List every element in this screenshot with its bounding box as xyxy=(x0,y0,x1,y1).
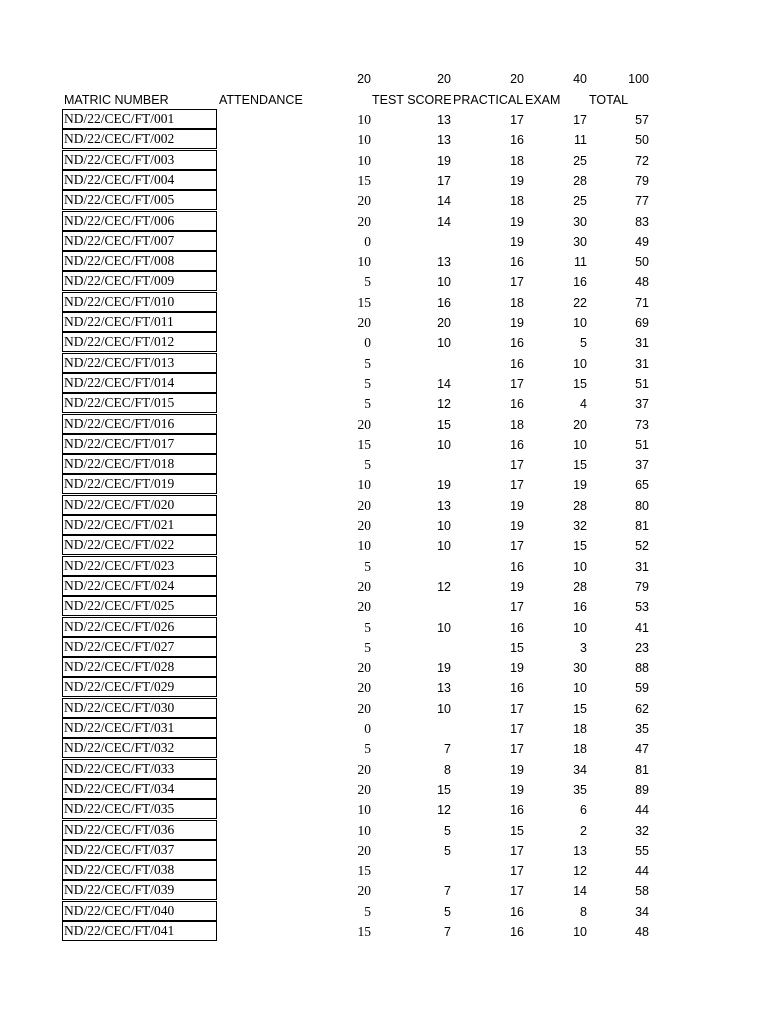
total-cell: 32 xyxy=(635,824,649,838)
header-attendance: ATTENDANCE xyxy=(219,93,303,107)
total-cell: 81 xyxy=(635,763,649,777)
max-practical: 20 xyxy=(510,72,524,86)
matric-number-cell: ND/22/CEC/FT/021 xyxy=(62,515,217,535)
practical-cell: 19 xyxy=(510,783,524,797)
total-cell: 41 xyxy=(635,621,649,635)
attendance-cell: 0 xyxy=(364,721,371,736)
test-score-cell: 5 xyxy=(444,844,451,858)
test-score-cell: 10 xyxy=(437,275,451,289)
exam-cell: 18 xyxy=(573,742,587,756)
total-cell: 80 xyxy=(635,499,649,513)
practical-cell: 16 xyxy=(510,621,524,635)
total-cell: 88 xyxy=(635,661,649,675)
practical-cell: 17 xyxy=(510,377,524,391)
total-cell: 23 xyxy=(635,641,649,655)
total-cell: 77 xyxy=(635,194,649,208)
test-score-cell: 10 xyxy=(437,336,451,350)
practical-cell: 16 xyxy=(510,681,524,695)
exam-cell: 30 xyxy=(573,235,587,249)
matric-number-cell: ND/22/CEC/FT/028 xyxy=(62,657,217,677)
total-cell: 79 xyxy=(635,580,649,594)
exam-cell: 15 xyxy=(573,702,587,716)
practical-cell: 18 xyxy=(510,154,524,168)
exam-cell: 4 xyxy=(580,397,587,411)
exam-cell: 2 xyxy=(580,824,587,838)
test-score-cell xyxy=(410,638,451,658)
matric-number-cell: ND/22/CEC/FT/003 xyxy=(62,150,217,170)
max-test: 20 xyxy=(437,72,451,86)
practical-cell: 18 xyxy=(510,296,524,310)
total-cell: 50 xyxy=(635,133,649,147)
test-score-cell: 10 xyxy=(437,621,451,635)
practical-cell: 17 xyxy=(510,742,524,756)
test-score-cell: 5 xyxy=(444,824,451,838)
practical-cell: 17 xyxy=(510,275,524,289)
test-score-cell xyxy=(410,354,451,374)
test-score-cell: 14 xyxy=(437,377,451,391)
test-score-cell: 10 xyxy=(437,438,451,452)
total-cell: 58 xyxy=(635,884,649,898)
exam-cell: 15 xyxy=(573,377,587,391)
matric-number-cell: ND/22/CEC/FT/039 xyxy=(62,880,217,900)
attendance-cell: 20 xyxy=(357,315,371,330)
matric-number-cell: ND/22/CEC/FT/022 xyxy=(62,535,217,555)
total-cell: 55 xyxy=(635,844,649,858)
matric-number-cell: ND/22/CEC/FT/006 xyxy=(62,211,217,231)
practical-cell: 19 xyxy=(510,519,524,533)
attendance-cell: 20 xyxy=(357,417,371,432)
attendance-cell: 20 xyxy=(357,680,371,695)
practical-cell: 19 xyxy=(510,215,524,229)
total-cell: 48 xyxy=(635,925,649,939)
attendance-cell: 5 xyxy=(364,457,371,472)
attendance-cell: 10 xyxy=(357,254,371,269)
exam-cell: 14 xyxy=(573,884,587,898)
practical-cell: 16 xyxy=(510,133,524,147)
matric-number-cell: ND/22/CEC/FT/015 xyxy=(62,393,217,413)
total-cell: 49 xyxy=(635,235,649,249)
exam-cell: 10 xyxy=(573,925,587,939)
total-cell: 72 xyxy=(635,154,649,168)
practical-cell: 16 xyxy=(510,255,524,269)
exam-cell: 10 xyxy=(573,621,587,635)
matric-number-cell: ND/22/CEC/FT/017 xyxy=(62,434,217,454)
matric-number-cell: ND/22/CEC/FT/027 xyxy=(62,637,217,657)
test-score-cell xyxy=(410,597,451,617)
matric-number-cell: ND/22/CEC/FT/007 xyxy=(62,231,217,251)
matric-number-cell: ND/22/CEC/FT/024 xyxy=(62,576,217,596)
total-cell: 59 xyxy=(635,681,649,695)
matric-number-cell: ND/22/CEC/FT/020 xyxy=(62,495,217,515)
attendance-cell: 10 xyxy=(357,153,371,168)
total-cell: 51 xyxy=(635,377,649,391)
exam-cell: 11 xyxy=(574,133,587,147)
matric-number-cell: ND/22/CEC/FT/032 xyxy=(62,738,217,758)
test-score-cell: 8 xyxy=(444,763,451,777)
test-score-cell: 7 xyxy=(444,884,451,898)
attendance-cell: 5 xyxy=(364,904,371,919)
practical-cell: 17 xyxy=(510,113,524,127)
attendance-cell: 20 xyxy=(357,599,371,614)
matric-number-cell: ND/22/CEC/FT/025 xyxy=(62,596,217,616)
matric-number-cell: ND/22/CEC/FT/001 xyxy=(62,109,217,129)
attendance-cell: 15 xyxy=(357,173,371,188)
practical-cell: 16 xyxy=(510,803,524,817)
attendance-cell: 15 xyxy=(357,437,371,452)
attendance-cell: 10 xyxy=(357,132,371,147)
test-score-cell: 16 xyxy=(437,296,451,310)
matric-number-cell: ND/22/CEC/FT/038 xyxy=(62,860,217,880)
test-score-cell: 13 xyxy=(437,113,451,127)
attendance-cell: 20 xyxy=(357,883,371,898)
practical-cell: 17 xyxy=(510,702,524,716)
total-cell: 69 xyxy=(635,316,649,330)
practical-cell: 17 xyxy=(510,844,524,858)
practical-cell: 15 xyxy=(510,641,524,655)
test-score-cell: 12 xyxy=(437,803,451,817)
total-cell: 83 xyxy=(635,215,649,229)
matric-number-cell: ND/22/CEC/FT/011 xyxy=(62,312,217,332)
exam-cell: 28 xyxy=(573,580,587,594)
total-cell: 31 xyxy=(635,357,649,371)
exam-cell: 10 xyxy=(573,681,587,695)
matric-number-cell: ND/22/CEC/FT/016 xyxy=(62,414,217,434)
exam-cell: 12 xyxy=(573,864,587,878)
test-score-cell: 12 xyxy=(437,397,451,411)
practical-cell: 19 xyxy=(510,174,524,188)
test-score-cell: 14 xyxy=(437,194,451,208)
total-cell: 34 xyxy=(635,905,649,919)
header-exam: EXAM xyxy=(525,93,561,107)
exam-cell: 28 xyxy=(573,174,587,188)
header-test-score: TEST SCORE xyxy=(372,93,452,107)
attendance-cell: 20 xyxy=(357,579,371,594)
total-cell: 31 xyxy=(635,560,649,574)
attendance-cell: 5 xyxy=(364,640,371,655)
exam-cell: 20 xyxy=(573,418,587,432)
attendance-cell: 10 xyxy=(357,538,371,553)
matric-number-cell: ND/22/CEC/FT/035 xyxy=(62,799,217,819)
total-cell: 31 xyxy=(635,336,649,350)
total-cell: 50 xyxy=(635,255,649,269)
total-cell: 71 xyxy=(635,296,649,310)
matric-number-cell: ND/22/CEC/FT/019 xyxy=(62,474,217,494)
attendance-cell: 20 xyxy=(357,214,371,229)
exam-cell: 10 xyxy=(573,438,587,452)
attendance-cell: 15 xyxy=(357,863,371,878)
test-score-cell: 7 xyxy=(444,925,451,939)
attendance-cell: 15 xyxy=(357,924,371,939)
matric-number-cell: ND/22/CEC/FT/013 xyxy=(62,353,217,373)
total-cell: 62 xyxy=(635,702,649,716)
matric-number-cell: ND/22/CEC/FT/005 xyxy=(62,190,217,210)
test-score-cell xyxy=(410,455,451,475)
header-total: TOTAL xyxy=(589,93,629,107)
matric-number-cell: ND/22/CEC/FT/008 xyxy=(62,251,217,271)
matric-number-cell: ND/22/CEC/FT/026 xyxy=(62,617,217,637)
matric-number-cell: ND/22/CEC/FT/030 xyxy=(62,698,217,718)
attendance-cell: 10 xyxy=(357,802,371,817)
attendance-cell: 5 xyxy=(364,356,371,371)
matric-number-cell: ND/22/CEC/FT/029 xyxy=(62,677,217,697)
test-score-cell: 13 xyxy=(437,255,451,269)
total-cell: 89 xyxy=(635,783,649,797)
matric-number-cell: ND/22/CEC/FT/004 xyxy=(62,170,217,190)
exam-cell: 16 xyxy=(573,275,587,289)
max-total: 100 xyxy=(628,72,649,86)
test-score-cell: 10 xyxy=(437,539,451,553)
total-cell: 48 xyxy=(635,275,649,289)
exam-cell: 30 xyxy=(573,215,587,229)
test-score-cell: 13 xyxy=(437,499,451,513)
attendance-cell: 10 xyxy=(357,823,371,838)
total-cell: 37 xyxy=(635,458,649,472)
total-cell: 65 xyxy=(635,478,649,492)
exam-cell: 11 xyxy=(574,255,587,269)
attendance-cell: 10 xyxy=(357,112,371,127)
test-score-cell: 14 xyxy=(437,215,451,229)
exam-cell: 5 xyxy=(580,336,587,350)
exam-cell: 15 xyxy=(573,539,587,553)
exam-cell: 34 xyxy=(573,763,587,777)
practical-cell: 17 xyxy=(510,478,524,492)
attendance-cell: 5 xyxy=(364,376,371,391)
exam-cell: 25 xyxy=(573,194,587,208)
attendance-cell: 20 xyxy=(357,843,371,858)
total-cell: 44 xyxy=(635,864,649,878)
test-score-cell: 20 xyxy=(437,316,451,330)
practical-cell: 19 xyxy=(510,763,524,777)
attendance-cell: 20 xyxy=(357,660,371,675)
attendance-cell: 20 xyxy=(357,782,371,797)
exam-cell: 30 xyxy=(573,661,587,675)
practical-cell: 19 xyxy=(510,580,524,594)
matric-number-cell: ND/22/CEC/FT/023 xyxy=(62,556,217,576)
attendance-cell: 5 xyxy=(364,274,371,289)
test-score-cell xyxy=(410,557,451,577)
attendance-cell: 20 xyxy=(357,762,371,777)
practical-cell: 16 xyxy=(510,560,524,574)
practical-cell: 17 xyxy=(510,458,524,472)
practical-cell: 17 xyxy=(510,884,524,898)
matric-number-cell: ND/22/CEC/FT/009 xyxy=(62,271,217,291)
total-cell: 73 xyxy=(635,418,649,432)
attendance-cell: 5 xyxy=(364,741,371,756)
total-cell: 51 xyxy=(635,438,649,452)
practical-cell: 19 xyxy=(510,235,524,249)
matric-number-cell: ND/22/CEC/FT/012 xyxy=(62,332,217,352)
test-score-cell: 13 xyxy=(437,681,451,695)
test-score-cell: 13 xyxy=(437,133,451,147)
test-score-cell: 15 xyxy=(437,418,451,432)
exam-cell: 13 xyxy=(573,844,587,858)
exam-cell: 25 xyxy=(573,154,587,168)
exam-cell: 22 xyxy=(573,296,587,310)
attendance-cell: 5 xyxy=(364,620,371,635)
practical-cell: 17 xyxy=(510,539,524,553)
attendance-cell: 20 xyxy=(357,193,371,208)
matric-number-cell: ND/22/CEC/FT/033 xyxy=(62,759,217,779)
practical-cell: 16 xyxy=(510,336,524,350)
attendance-cell: 10 xyxy=(357,477,371,492)
matric-number-cell: ND/22/CEC/FT/036 xyxy=(62,820,217,840)
attendance-cell: 0 xyxy=(364,234,371,249)
exam-cell: 16 xyxy=(573,600,587,614)
test-score-cell: 17 xyxy=(437,174,451,188)
practical-cell: 18 xyxy=(510,194,524,208)
practical-cell: 16 xyxy=(510,925,524,939)
total-cell: 35 xyxy=(635,722,649,736)
test-score-cell: 19 xyxy=(437,661,451,675)
matric-number-cell: ND/22/CEC/FT/040 xyxy=(62,901,217,921)
test-score-cell: 5 xyxy=(444,905,451,919)
max-attendance: 20 xyxy=(357,72,371,86)
test-score-cell: 12 xyxy=(437,580,451,594)
practical-cell: 16 xyxy=(510,438,524,452)
exam-cell: 3 xyxy=(580,641,587,655)
practical-cell: 19 xyxy=(510,499,524,513)
attendance-cell: 5 xyxy=(364,396,371,411)
matric-number-cell: ND/22/CEC/FT/041 xyxy=(62,921,217,941)
attendance-cell: 20 xyxy=(357,518,371,533)
practical-cell: 16 xyxy=(510,357,524,371)
total-cell: 47 xyxy=(635,742,649,756)
total-cell: 44 xyxy=(635,803,649,817)
exam-cell: 18 xyxy=(573,722,587,736)
matric-number-cell: ND/22/CEC/FT/010 xyxy=(62,292,217,312)
exam-cell: 15 xyxy=(573,458,587,472)
exam-cell: 28 xyxy=(573,499,587,513)
total-cell: 79 xyxy=(635,174,649,188)
test-score-cell xyxy=(410,861,451,881)
matric-number-cell: ND/22/CEC/FT/031 xyxy=(62,718,217,738)
test-score-cell: 10 xyxy=(437,519,451,533)
practical-cell: 15 xyxy=(510,824,524,838)
test-score-cell xyxy=(410,232,451,252)
attendance-cell: 0 xyxy=(364,335,371,350)
total-cell: 52 xyxy=(635,539,649,553)
total-cell: 37 xyxy=(635,397,649,411)
practical-cell: 18 xyxy=(510,418,524,432)
practical-cell: 19 xyxy=(510,316,524,330)
attendance-cell: 5 xyxy=(364,559,371,574)
test-score-cell: 7 xyxy=(444,742,451,756)
exam-cell: 10 xyxy=(573,357,587,371)
exam-cell: 35 xyxy=(573,783,587,797)
matric-number-cell: ND/22/CEC/FT/037 xyxy=(62,840,217,860)
practical-cell: 17 xyxy=(510,600,524,614)
header-matric-number: MATRIC NUMBER xyxy=(64,93,169,107)
practical-cell: 17 xyxy=(510,722,524,736)
matric-number-cell: ND/22/CEC/FT/018 xyxy=(62,454,217,474)
exam-cell: 6 xyxy=(580,803,587,817)
attendance-cell: 20 xyxy=(357,701,371,716)
exam-cell: 10 xyxy=(573,560,587,574)
total-cell: 57 xyxy=(635,113,649,127)
matric-number-cell: ND/22/CEC/FT/034 xyxy=(62,779,217,799)
test-score-cell: 19 xyxy=(437,154,451,168)
exam-cell: 32 xyxy=(573,519,587,533)
max-exam: 40 xyxy=(573,72,587,86)
header-practical: PRACTICAL xyxy=(453,93,524,107)
matric-number-cell: ND/22/CEC/FT/014 xyxy=(62,373,217,393)
attendance-cell: 15 xyxy=(357,295,371,310)
total-cell: 81 xyxy=(635,519,649,533)
practical-cell: 16 xyxy=(510,397,524,411)
matric-number-cell: ND/22/CEC/FT/002 xyxy=(62,129,217,149)
exam-cell: 10 xyxy=(573,316,587,330)
test-score-cell xyxy=(410,719,451,739)
exam-cell: 19 xyxy=(573,478,587,492)
practical-cell: 17 xyxy=(510,864,524,878)
test-score-cell: 15 xyxy=(437,783,451,797)
total-cell: 53 xyxy=(635,600,649,614)
exam-cell: 17 xyxy=(573,113,587,127)
practical-cell: 19 xyxy=(510,661,524,675)
test-score-cell: 19 xyxy=(437,478,451,492)
test-score-cell: 10 xyxy=(437,702,451,716)
attendance-cell: 20 xyxy=(357,498,371,513)
practical-cell: 16 xyxy=(510,905,524,919)
exam-cell: 8 xyxy=(580,905,587,919)
